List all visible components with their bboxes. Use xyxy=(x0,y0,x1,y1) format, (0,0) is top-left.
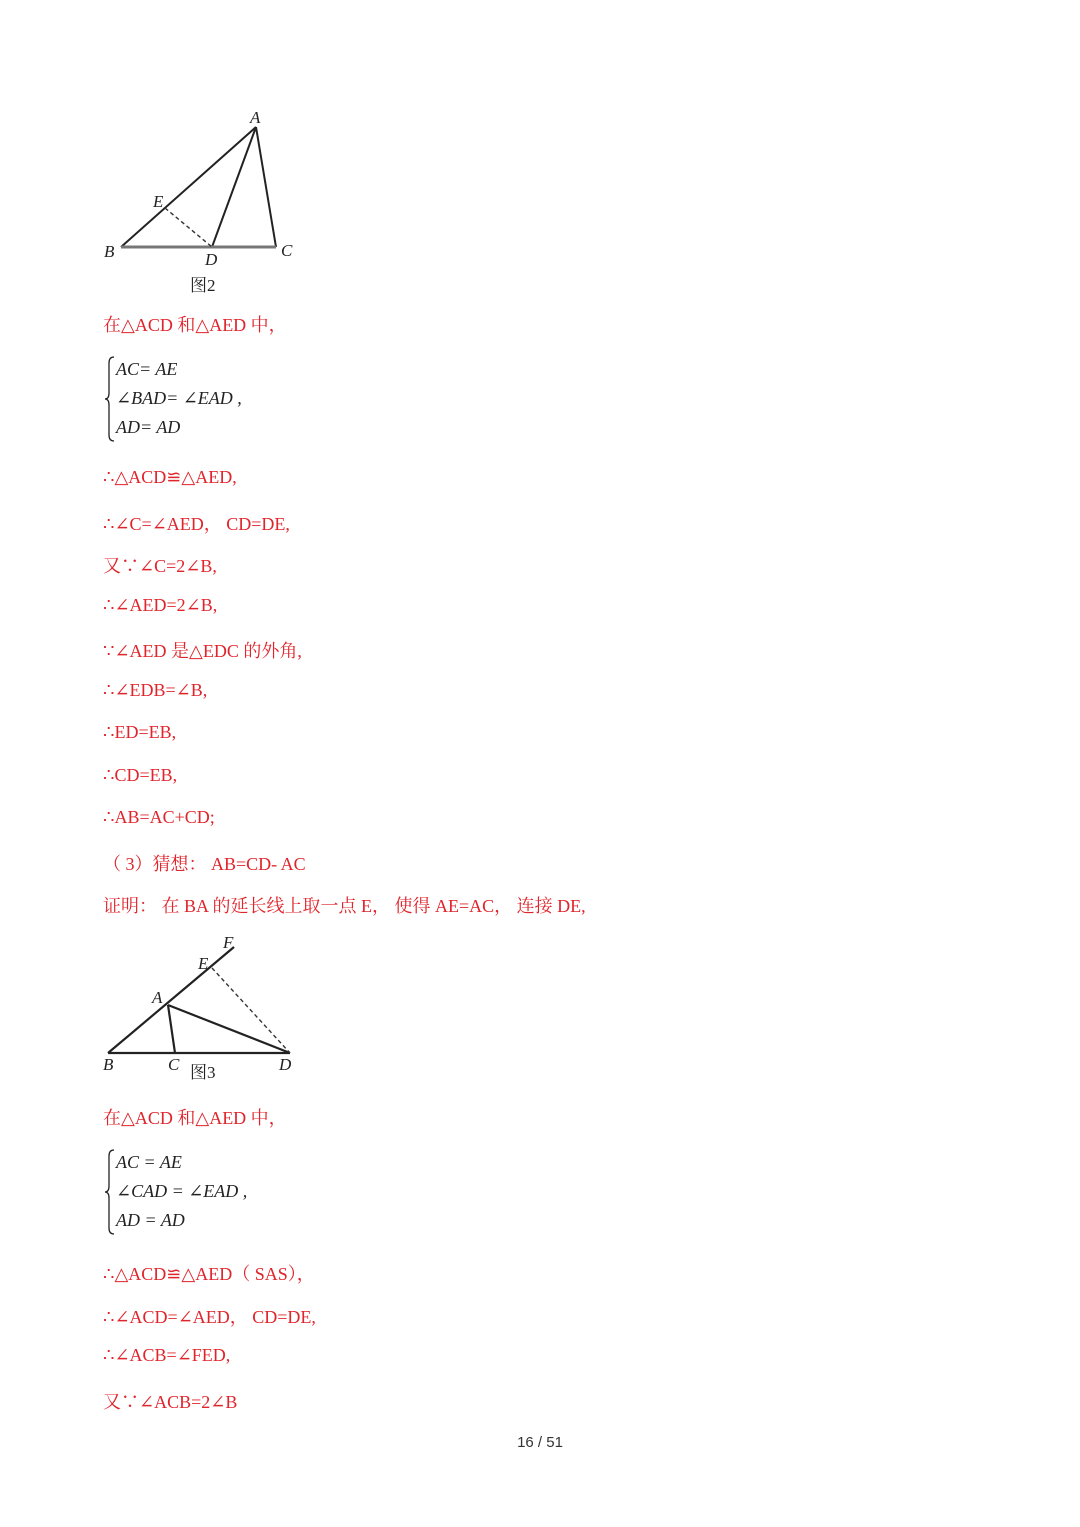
block2-step-1: ∴△ACD≌△AED（ SAS）， xyxy=(103,1264,315,1284)
figure-2-caption: 图2 xyxy=(190,276,216,295)
system2-row-1: AC = AE xyxy=(116,1152,182,1172)
block1-step-6: ∴∠EDB=∠B, xyxy=(103,680,208,700)
block1-step-1: ∴△ACD≌△AED, xyxy=(103,467,237,487)
label-c: C xyxy=(168,1055,180,1074)
block2-step-2: ∴∠ACD=∠AED， CD=DE, xyxy=(103,1307,316,1327)
part3-guess: （ 3）猜想： AB=CD- AC xyxy=(103,854,306,874)
system1-row-3: AD= AD xyxy=(116,417,181,437)
brace-icon xyxy=(104,355,116,443)
label-d: D xyxy=(279,1055,292,1074)
block1-step-5: ∵∠AED 是△EDC 的外角, xyxy=(103,641,302,661)
segment-ad xyxy=(168,1005,290,1053)
figure-2 xyxy=(95,100,325,300)
block1-step-2: ∴∠C=∠AED， CD=DE, xyxy=(103,514,290,534)
label-e: E xyxy=(153,192,164,211)
label-c: C xyxy=(281,241,293,260)
label-f: F xyxy=(223,933,234,952)
block2-step-3: ∴∠ACB=∠FED, xyxy=(103,1345,231,1365)
block1-step-9: ∴AB=AC+CD; xyxy=(103,807,215,827)
brace-icon xyxy=(104,1148,116,1236)
segment-ab xyxy=(121,127,256,247)
segment-ac xyxy=(168,1005,175,1053)
label-d: D xyxy=(205,250,218,269)
block1-step-4: ∴∠AED=2∠B, xyxy=(103,595,218,615)
page-number: 16 / 51 xyxy=(517,1434,563,1451)
system1-row-2: ∠BAD= ∠EAD , xyxy=(116,388,242,408)
label-a: A xyxy=(152,988,163,1007)
block1-step-3: 又∵∠C=2∠B, xyxy=(103,556,217,576)
segment-bf xyxy=(108,947,234,1053)
segment-ed-dashed xyxy=(212,968,290,1053)
block1-intro: 在△ACD 和△AED 中， xyxy=(103,315,287,335)
label-b: B xyxy=(103,1055,114,1074)
system2-row-3: AD = AD xyxy=(116,1210,185,1230)
block1-step-8: ∴CD=EB, xyxy=(103,765,178,785)
block2-intro: 在△ACD 和△AED 中， xyxy=(103,1108,287,1128)
system2-row-2: ∠CAD = ∠EAD , xyxy=(116,1181,248,1201)
label-b: B xyxy=(104,242,115,261)
segment-ed-dashed xyxy=(165,208,212,247)
segment-ad xyxy=(212,127,256,247)
figure-3 xyxy=(95,925,325,1090)
block1-step-7: ∴ED=EB, xyxy=(103,722,177,742)
system1-row-1: AC= AE xyxy=(116,359,178,379)
label-a: A xyxy=(250,108,261,127)
figure-3-caption: 图3 xyxy=(190,1063,216,1082)
segment-ac xyxy=(256,127,276,247)
part3-proof: 证明： 在 BA 的延长线上取一点 E， 使得 AE=AC， 连接 DE, xyxy=(103,896,586,916)
block2-step-4: 又∵∠ACB=2∠B xyxy=(103,1392,238,1412)
label-e: E xyxy=(198,954,209,973)
